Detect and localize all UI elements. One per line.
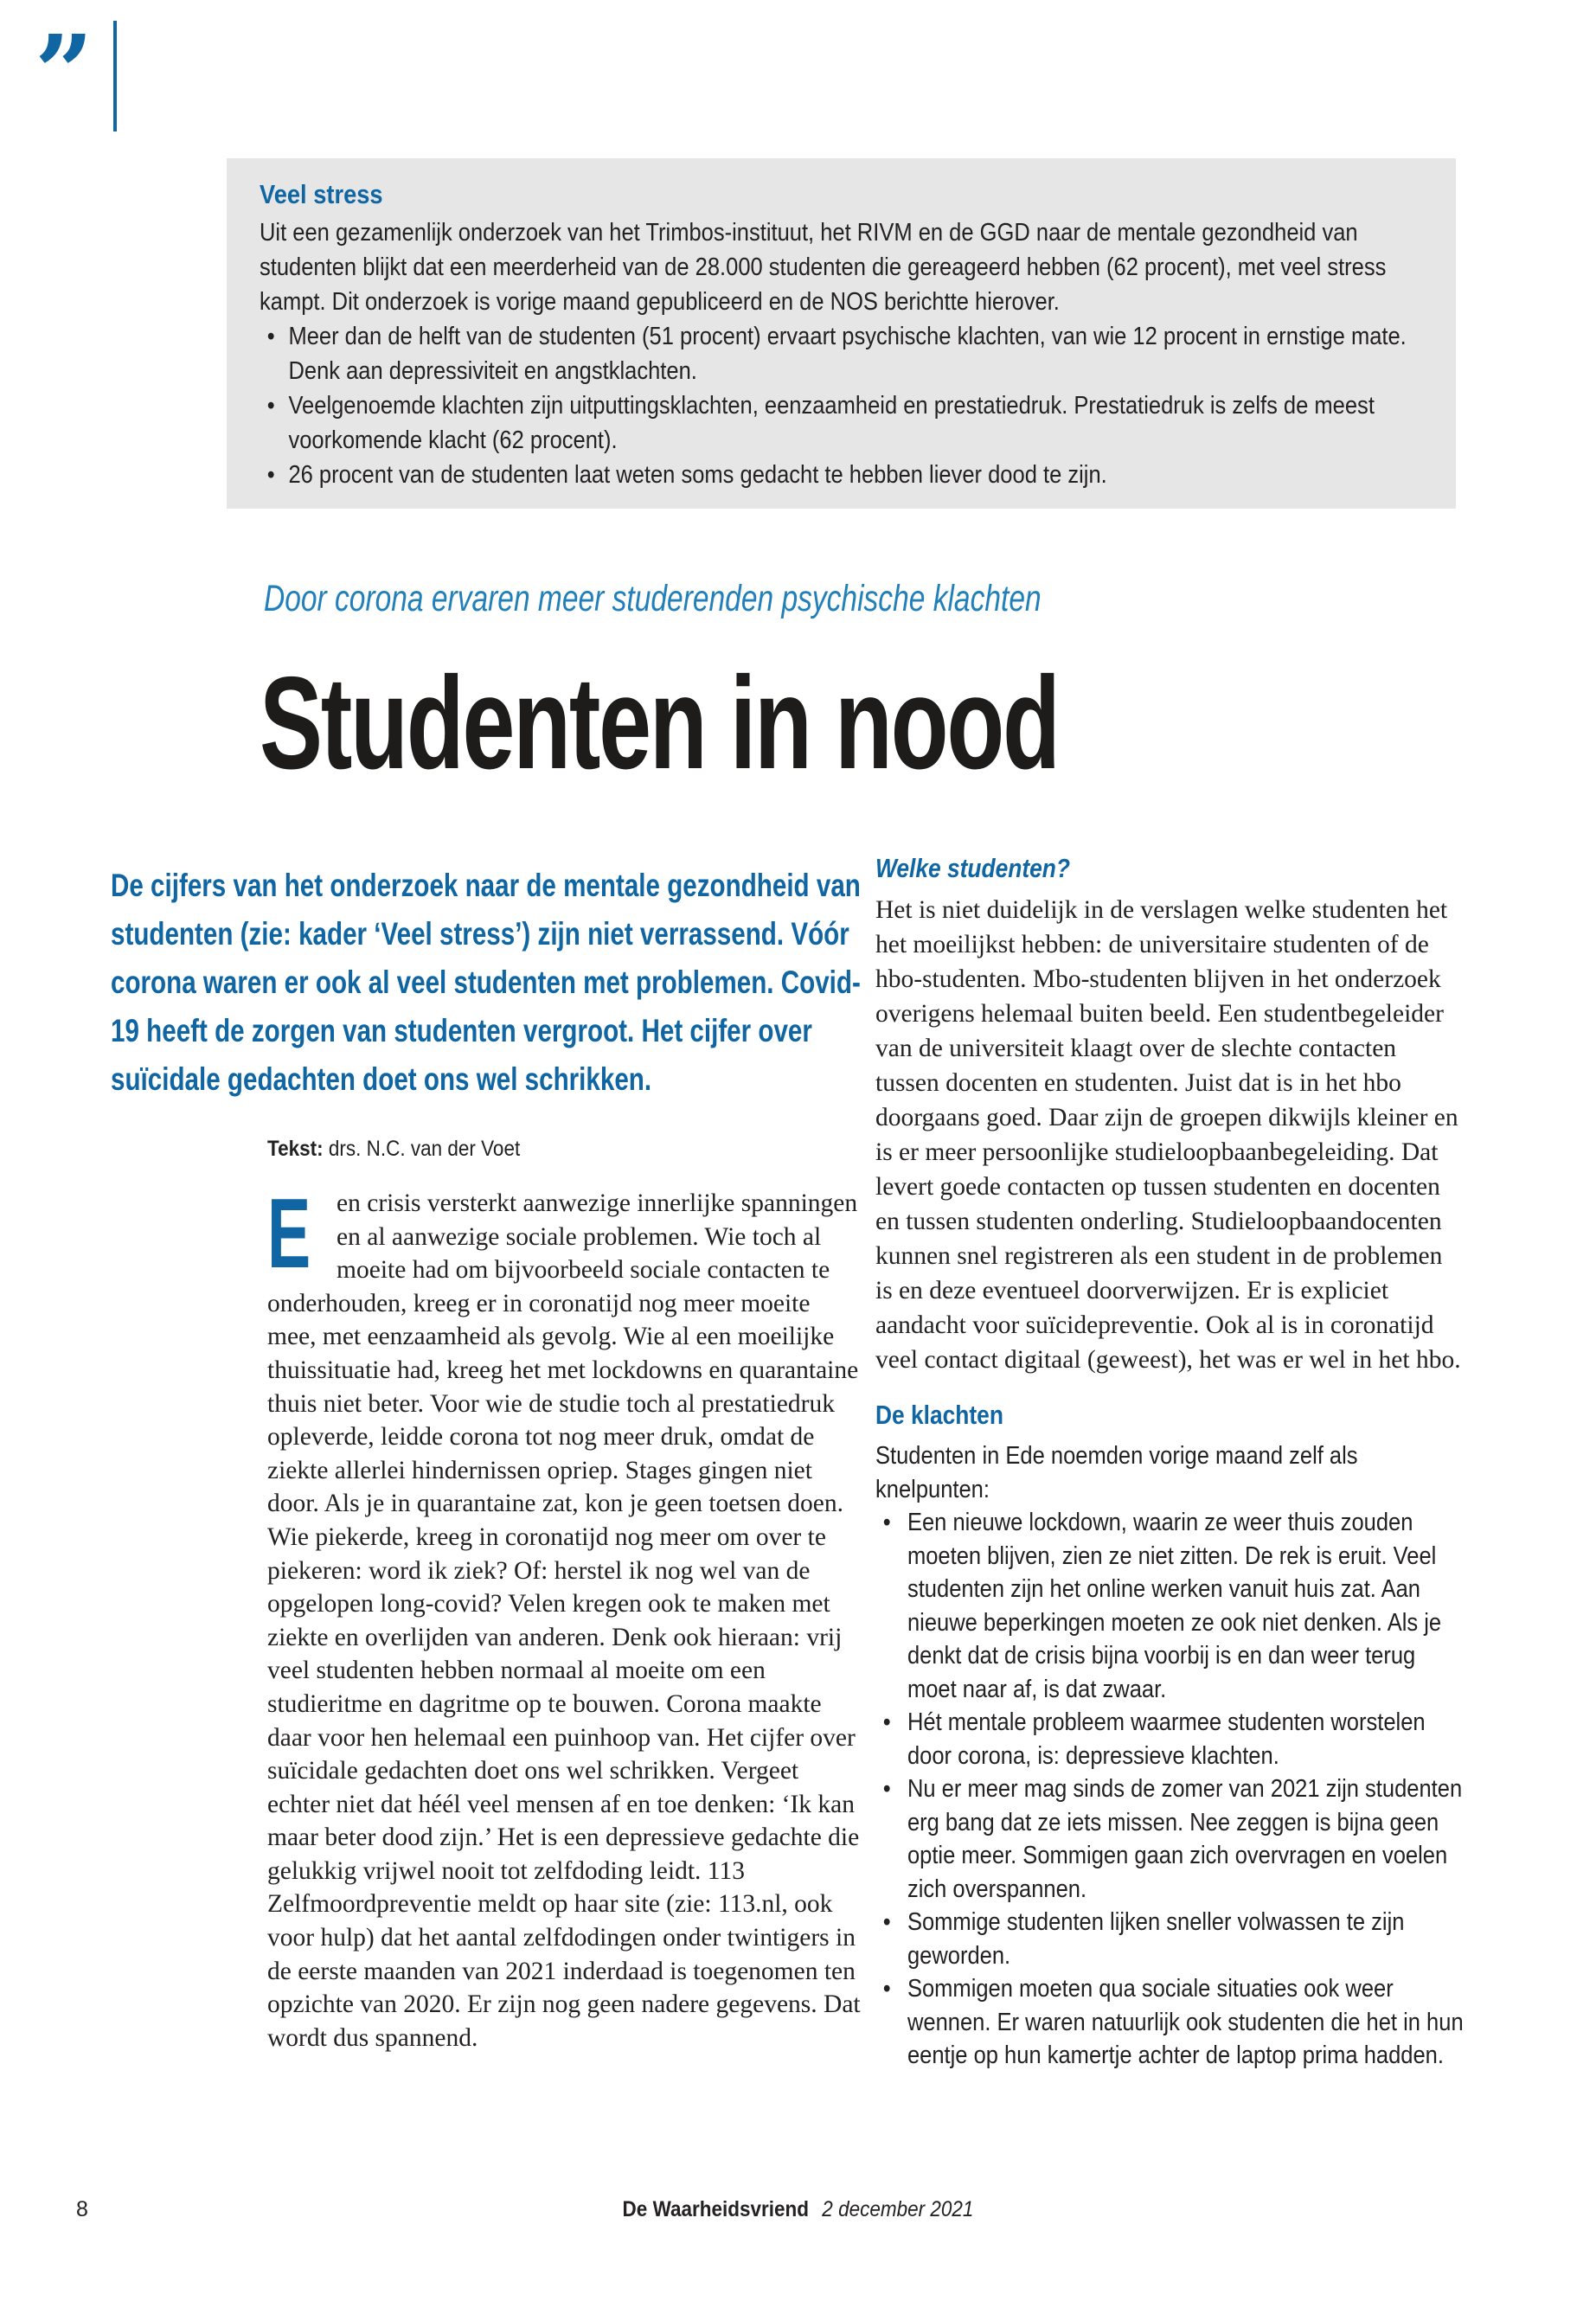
klachten-bullet: • Hét mentale probleem waarmee studenten worstelen door corona, is: depressieve klachten. [875,1706,1464,1772]
info-box-intro: Uit een gezamenlijk onderzoek van het Trimbos-instituut, het RIVM en de GGD naar de mentale gezondheid van studenten blijkt dat een meerderheid van de 28.000 studenten die gereageerd hebben (62 procent), met veel stress kampt. Dit onderzoek is vorige maand gepubliceerd en de NOS berichtte hierover. [260,219,1387,316]
article-body-left-column [267,1179,864,2054]
klachten-bullet-list [875,1506,1464,2073]
lede-paragraph: De cijfers van het onderzoek naar de mentale gezondheid van studenten (zie: kader ‘Veel stress’) zijn niet verrassend. Vóór corona waren er ook al veel studenten met problemen. Covid-19 heeft de zorgen van studenten vergroot. Het cijfer over suïcidale gedachten doet ons wel schrikken. [111,868,861,1097]
byline-author: drs. N.C. van der Voet [328,1137,521,1161]
kicker: Door corona ervaren meer studerenden psychische klachten [264,578,1042,619]
byline-label: Tekst: [267,1137,324,1161]
byline [267,1137,520,1162]
article-body-right-column [875,853,1464,2073]
section-heading-welke-studenten: Welke studenten? [875,853,1070,883]
klachten-intro: Studenten in Ede noemden vorige maand zelf als knelpunten: [875,1442,1358,1503]
divider-line [113,21,117,131]
article-title: Studenten in nood [260,650,1059,797]
article-body-text: en crisis versterkt aanwezige innerlijke spanningen en al aanwezige sociale problemen. Wie toch al moeite had om bijvoorbeeld sociale contacten te onderhouden, kreeg er in coronatijd nog meer moeite mee, met eenzaamheid als gevolg. Wie al een moeilijke thuissituatie had, kreeg het met lockdowns en quarantaine thuis niet beter. Voor wie de studie toch al prestatiedruk opleverde, leidde corona tot nog meer druk, omdat de ziekte allerlei hindernissen opriep. Stages gingen niet door. Als je in quarantaine zat, kon je geen toetsen doen. Wie piekerde, kreeg in coronatijd nog meer om over te piekeren: word ik ziek? Of: herstel ik nog wel van de opgelopen long-covid? Velen kregen ook te maken met ziekte en overlijden van anderen. Denk ook hieraan: vrij veel studenten hebben normaal al moeite om een studieritme en dagritme op te bouwen. Corona maakte daar voor hen helemaal een puinhoop van. Het cijfer over suïcidale gedachten doet ons wel schrikken. Vergeet echter niet dat héél veel mensen af en toe denken: ‘Ik kan maar beter dood zijn.’ Het is een depressieve gedachte die gelukkig vrijwel nooit tot zelfdoding leidt. 113 Zelfmoordpreventie meldt op haar site (zie: 113.nl, ook voor hulp) dat het aantal zelfdodingen onder twintigers in de eerste maanden van 2021 inderdaad is toegenomen ten opzichte van 2020. Er zijn nog geen nadere gegevens. Dat wordt dus spannend. [267,1189,861,2052]
section-text-welke-studenten: Het is niet duidelijk in de verslagen welke studenten het het moeilijkst hebben: de universitaire studenten of de hbo-studenten. Mbo-studenten blijven in het onderzoek overigens helemaal buiten beeld. Een studentbegeleider van de universiteit klaagt over de slechte contacten tussen docenten en studenten. Juist dat is in het hbo doorgaans goed. Daar zijn de groepen dikwijls kleiner en is er meer persoonlijke studieloopbaanbegeleiding. Dat levert goede contacten op tussen studenten en docenten en tussen studenten onderling. Studieloopbaandocenten kunnen snel registreren als een student in de problemen is en deze eventueel doorverwijzen. Er is expliciet aandacht voor suïcidepreventie. Ook al is in coronatijd veel contact digitaal (geweest), het was er wel in het hbo. [875,896,1461,1374]
page-number: 8 [76,2197,88,2221]
info-box-bullet: • Meer dan de helft van de studenten (51 procent) ervaart psychische klachten, van wie 12 procent in ernstige mate. Denk aan depressiviteit en angstklachten. [260,319,1421,388]
issue-date: 2 december 2021 [822,2197,974,2221]
section-de-klachten [875,1439,1464,2073]
info-box-bullet-list [260,319,1421,492]
klachten-bullet: • Sommige studenten lijken sneller volwassen te zijn geworden. [875,1906,1464,1972]
klachten-bullet: • Sommigen moeten qua sociale situaties ook weer wennen. Er waren natuurlijk ook studenten die het in hun eentje op hun kamertje achter de laptop prima hadden. [875,1972,1464,2073]
info-box-title: Veel stress [260,179,383,209]
pull-quote-icon: ” [35,12,93,132]
magazine-name: De Waarheidsvriend [622,2197,810,2221]
footer-text [623,2197,974,2222]
drop-cap: E [267,1179,311,1289]
footer [0,2197,1596,2222]
info-box-bullet: • 26 procent van de studenten laat weten soms gedacht te hebben liever dood te zijn. [260,458,1421,492]
section-heading-de-klachten: De klachten [875,1400,1003,1430]
info-box-bullet: • Veelgenoemde klachten zijn uitputtingsklachten, eenzaamheid en prestatiedruk. Prestatiedruk is zelfs de meest voorkomende klacht (62 procent). [260,388,1421,458]
info-box-content [260,179,1421,492]
klachten-bullet: • Een nieuwe lockdown, waarin ze weer thuis zouden moeten blijven, zien ze niet zitten. De rek is eruit. Veel studenten zijn het online werken vanuit huis zat. Aan nieuwe beperkingen moeten ze ook niet denken. Als je denkt dat de crisis bijna voorbij is en dan weer terug moet naar af, is dat zwaar. [875,1506,1464,1706]
klachten-bullet: • Nu er meer mag sinds de zomer van 2021 zijn studenten erg bang dat ze iets missen. Nee zeggen is bijna geen optie meer. Sommigen gaan zich overvragen en voelen zich overspannen. [875,1772,1464,1906]
info-box-veel-stress [227,158,1456,509]
